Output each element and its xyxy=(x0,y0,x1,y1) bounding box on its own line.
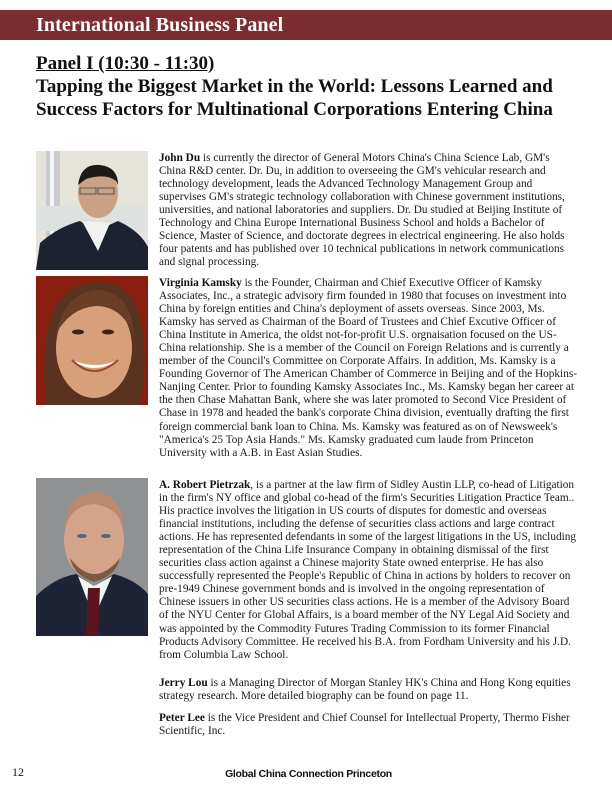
speaker-bio: is a Managing Director of Morgan Stanley HK's China and Hong Kong equities strategy research. More detailed biography can be found on page 11. xyxy=(159,677,571,703)
section-header-bar xyxy=(0,10,612,40)
portrait-john-du-image xyxy=(36,151,148,270)
portrait-robert-pietrzak-image xyxy=(36,478,148,636)
speaker-name: Peter Lee xyxy=(159,712,205,724)
speaker-bio: , is a partner at the law firm of Sidley Austin LLP, co-head of Litigation in the firm's NY office and global co-head of the firm's Securities Litigation Practice Team.. His practice involves the litigation in US courts of disputes for domestic and overseas financial institutions, including the defense of securities class actions and large contract actions. He has represented defendants in some of the largest litigations in the US, including representation of the China Life Insurance Company in obtaining dismissal of the first securities class action against a Chinese majority State owned enterprise. He has also successfully represented the People's Republic of China in actions by holders to recover on pre-1949 Chinese government bonds and is involved in the ongoing representation of Chinese issuers in other US securities class actions. He is a member of the Advisory Board of the NYU Center for Global Affairs, is a board member of the NY Legal Aid Society and was appointed by the Commodity Futures Trading Commission to its former Financial Products Advisory Committee. He received his B.A. from Fordham University and his J.D. from Columbia Law School. xyxy=(159,479,577,661)
bio-john-du xyxy=(159,152,579,269)
footer-publication: Global China Connection Princeton xyxy=(225,768,392,780)
panel-title: Tapping the Biggest Market in the World: Lessons Learned and Success Factors for Multinational Corporations Entering China xyxy=(36,76,553,120)
panel-time: Panel I (10:30 - 11:30) xyxy=(36,53,215,74)
speaker-name: John Du xyxy=(159,152,201,164)
bio-peter-lee xyxy=(159,712,579,738)
portrait-virginia-kamsky-image xyxy=(36,276,148,405)
page-number: 12 xyxy=(12,765,24,779)
panel-heading xyxy=(36,52,596,121)
bio-robert-pietrzak xyxy=(159,479,579,662)
photo-robert-pietrzak xyxy=(36,478,148,636)
section-title: International Business Panel xyxy=(36,14,284,36)
speaker-bio: is the Vice President and Chief Counsel for Intellectual Property, Thermo Fisher Scientific, Inc. xyxy=(159,712,570,738)
photo-virginia-kamsky xyxy=(36,276,148,405)
speaker-name: Jerry Lou xyxy=(159,677,208,689)
speaker-name: A. Robert Pietrzak xyxy=(159,479,251,491)
speaker-name: Virginia Kamsky xyxy=(159,277,242,289)
photo-john-du xyxy=(36,151,148,270)
speaker-bio: is the Founder, Chairman and Chief Executive Officer of Kamsky Associates, Inc., a strategic advisory firm founded in 1980 that focuses on investment into China by foreign entities and China's deployment of assets overseas. Since 2003, Ms. Kamsky has served as Chairman of the Board of Trustees and Chief Excutive Officer of China Institute in America, the oldst not-for-profit U.S. orgnaisation focused on the US-China relationship. She is a member of the Council on Foreign Relations and is currently a member of the Council's Committee on Corporate Affairs. In addition, Ms. Kamsky is a Founding Governor of The American Chamber of Commerce in Beijing and of the Hopkins-Nanjing Center. Prior to founding Kamsky Associates Inc., Ms. Kamsky began her career at the then Chase Mahattan Bank, where she was later promoted to Second Vice President of Chase in 1978 and headed the bank's corporate China division, eventually drafting the first foreign commercial bank loan to China. Ms. Kamsky was featured as on of Newsweek's "America's 25 Top Asia Hands." Ms. Kamsky graduated cum laude from Princeton University with a A.B. in East Asian Studies. xyxy=(159,277,578,459)
bio-virginia-kamsky xyxy=(159,277,579,460)
bio-jerry-lou xyxy=(159,677,579,703)
speaker-bio: is currently the director of General Motors China's China Science Lab, GM's China R&D center. Dr. Du, in addition to overseeing the GM's vehicular research and technology development, leads the Advanced Technology Management Group and supervises GM's strategic technology collaboration with Chinese government institutions, universities, and national laboratories and suppliers. Dr. Du studied at Beijing Institute of Technology and China Europe International Business School and holds a Bachelor of Science, Master of Science, and doctorate degrees in electrical engineering. He also holds four patents and has published over 10 technical publications in network communications and signal processing. xyxy=(159,152,565,269)
